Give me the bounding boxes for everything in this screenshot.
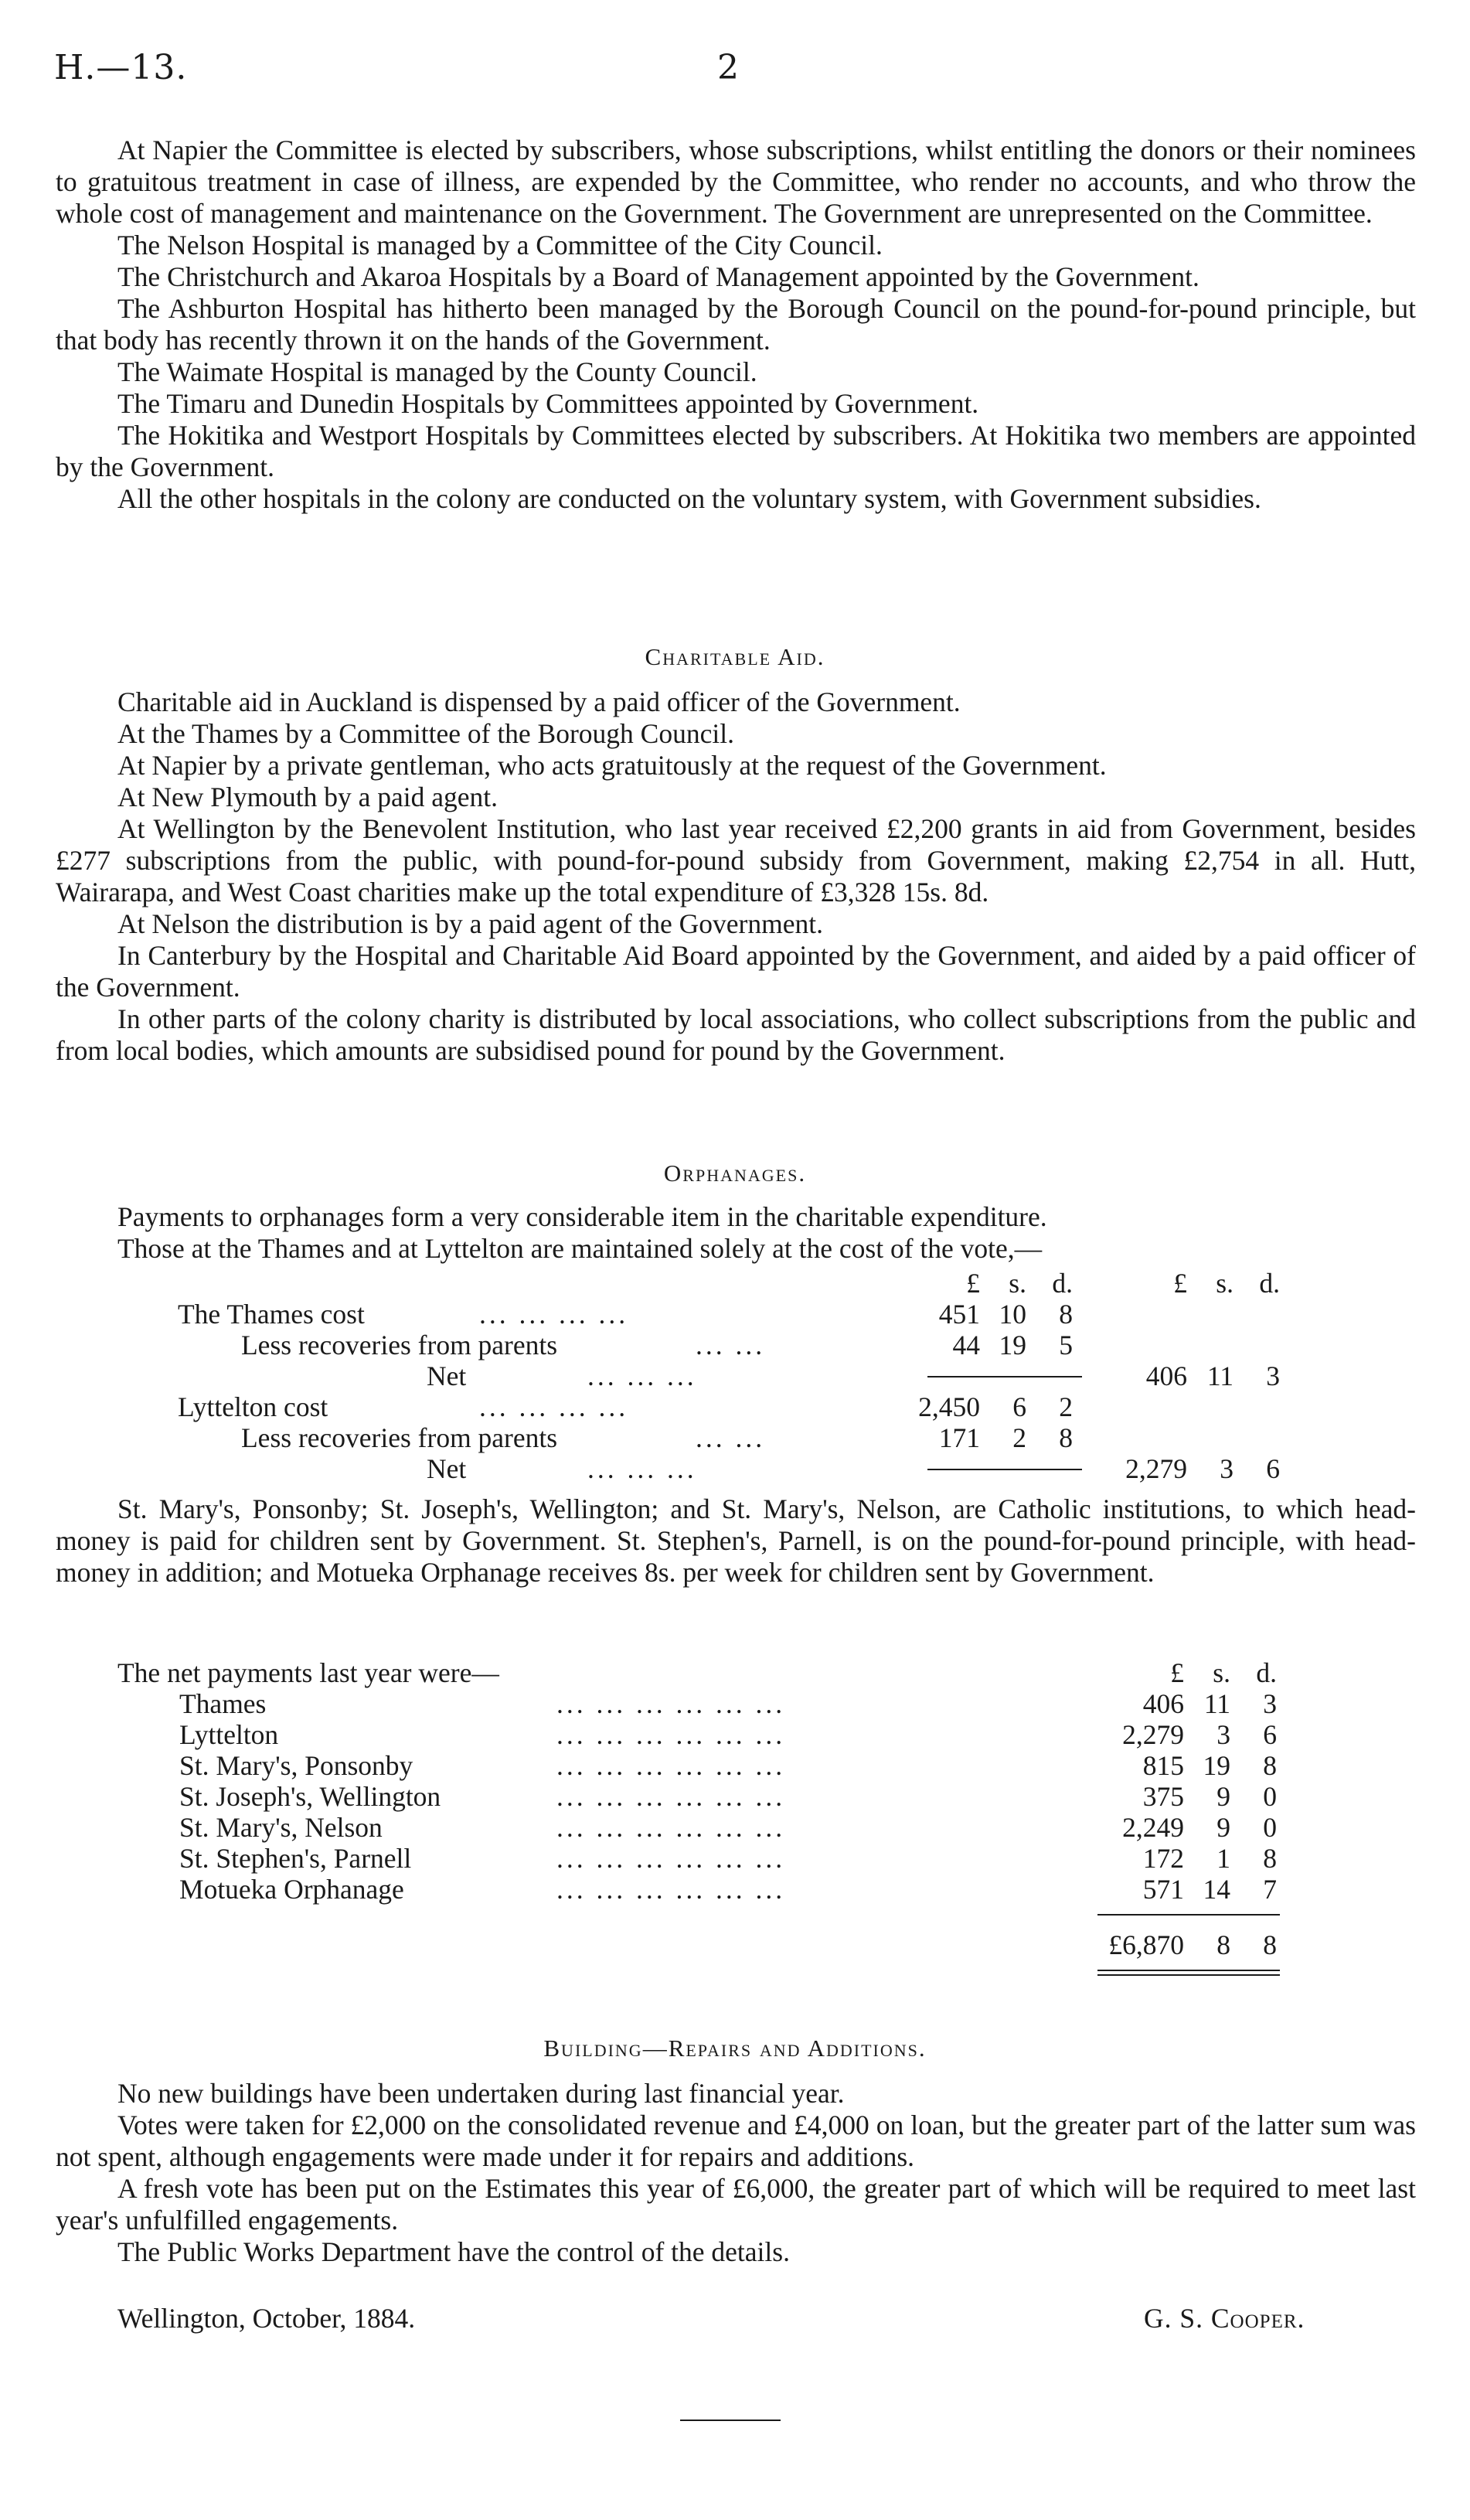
cell-pounds: 406 — [1145, 1360, 1187, 1391]
net-payments-table — [0, 1657, 1470, 1960]
paragraph: Payments to orphanages form a very considerable item in the charitable expenditure. — [117, 1201, 1047, 1232]
col-header-shillings: s. — [1009, 1268, 1026, 1299]
paragraph: At Napier by a private gentleman, who acts gratuitously at the request of the Government. — [117, 750, 1107, 781]
cell-shillings: 9 — [1216, 1781, 1230, 1812]
leader-dots: ... ... — [696, 1422, 766, 1453]
paragraph: The Waimate Hospital is managed by the County Council. — [117, 356, 757, 387]
total-double-rule — [1097, 1970, 1280, 1976]
leader-dots: ... ... — [696, 1330, 766, 1360]
signature-name: G. S. Cooper. — [1144, 2303, 1305, 2334]
paragraph: At Wellington by the Benevolent Institution, who last year received £2,200 grants in aid from Government, besides £277 subscriptions from the public, with pound-for-pound subsidy from Government, making £2,754 in all. Hutt, Wairarapa, and West Coast charities make up the total expenditure of £3,328 15s. 8d. — [56, 813, 1416, 908]
cell-pounds: 375 — [1142, 1781, 1184, 1812]
end-rule — [680, 2420, 781, 2421]
leader-dots: ... ... ... ... — [479, 1299, 629, 1330]
paragraph: St. Mary's, Ponsonby; St. Joseph's, Wellington; and St. Mary's, Nelson, are Catholic institutions, to which head-money is paid for children sent by Government. St. Stephen's, Parnell, is on the pound-for-pound principle, with head-money in addition; and Motueka Orphanage receives 8s. per week for children sent by Government. — [56, 1493, 1416, 1588]
document-reference: H.—13. — [54, 48, 188, 87]
cell-shillings: 11 — [1206, 1360, 1234, 1391]
cell-pounds: 2,279 — [1125, 1453, 1187, 1484]
table-header-row — [0, 1268, 1470, 1299]
orphanage-name: St. Stephen's, Parnell — [179, 1843, 412, 1874]
orphanages-intro — [56, 1201, 1416, 1265]
col-header-shillings: s. — [1216, 1268, 1234, 1299]
paragraph: All the other hospitals in the colony are conducted on the voluntary system, with Government subsidies. — [117, 483, 1261, 514]
cell-shillings: 19 — [1203, 1750, 1230, 1781]
orphanage-name: Motueka Orphanage — [179, 1874, 404, 1905]
subtotal-rule — [927, 1469, 1082, 1470]
cell-pence: 3 — [1266, 1360, 1280, 1391]
cell-shillings: 2 — [1012, 1422, 1026, 1453]
leader-dots: ... ... ... ... ... ... — [556, 1719, 786, 1750]
page-number: 2 — [717, 48, 740, 87]
cell-pence: 0 — [1263, 1812, 1277, 1843]
cell-shillings: 1 — [1216, 1843, 1230, 1874]
table-row — [0, 1360, 1470, 1391]
cell-pounds: 2,450 — [918, 1391, 980, 1422]
building-section — [56, 2078, 1416, 2268]
col-header-pounds: £ — [1170, 1657, 1184, 1688]
orphanage-name: St. Mary's, Ponsonby — [179, 1750, 413, 1781]
total-pounds: £6,870 — [1108, 1929, 1184, 1960]
charitable-aid-section — [56, 686, 1416, 1067]
leader-dots: ... ... ... ... — [479, 1391, 629, 1422]
net-payments-intro: The net payments last year were— — [117, 1657, 499, 1688]
paragraph: Charitable aid in Auckland is dispensed by a paid officer of the Government. — [117, 686, 961, 717]
col-header-pounds: £ — [1173, 1268, 1187, 1299]
col-header-shillings: s. — [1213, 1657, 1230, 1688]
paragraph: In other parts of the colony charity is distributed by local associations, who collect subscriptions from the public and from local bodies, which amounts are subsidised pound for pound by the Government. — [56, 1003, 1416, 1066]
row-label: Less recoveries from parents — [241, 1422, 558, 1453]
paragraph: At the Thames by a Committee of the Borough Council. — [117, 718, 734, 749]
cell-pounds: 451 — [938, 1299, 980, 1330]
net-rows — [0, 1688, 1470, 1905]
leader-dots: ... ... ... ... ... ... — [556, 1843, 786, 1874]
cell-pounds: 2,249 — [1122, 1812, 1184, 1843]
cell-shillings: 19 — [999, 1330, 1026, 1360]
paragraph: At Nelson the distribution is by a paid agent of the Government. — [117, 908, 823, 939]
cell-pounds: 571 — [1142, 1874, 1184, 1905]
cell-pounds: 815 — [1142, 1750, 1184, 1781]
cell-pounds: 44 — [952, 1330, 980, 1360]
table-row — [0, 1453, 1470, 1484]
orphanage-cost-table — [0, 1268, 1470, 1484]
cell-shillings: 9 — [1216, 1812, 1230, 1843]
orphanages-institutions — [56, 1493, 1416, 1589]
table-row — [0, 1812, 1470, 1843]
table-row — [0, 1843, 1470, 1874]
paragraph: Those at the Thames and at Lyttelton are maintained solely at the cost of the vote,— — [117, 1233, 1043, 1264]
orphanage-name: Thames — [179, 1688, 267, 1719]
leader-dots: ... ... ... ... ... ... — [556, 1812, 786, 1843]
paragraph: At New Plymouth by a paid agent. — [117, 782, 498, 812]
table-row — [0, 1422, 1470, 1453]
paragraph: A fresh vote has been put on the Estimates this year of £6,000, the greater part of which will be required to meet last year's unfulfilled engagements. — [56, 2173, 1416, 2236]
section-heading-orphanages: Orphanages. — [663, 1160, 807, 1187]
cell-pence: 8 — [1263, 1843, 1277, 1874]
col-header-pounds: £ — [966, 1268, 980, 1299]
paragraph: The Nelson Hospital is managed by a Committee of the City Council. — [117, 230, 883, 261]
cell-shillings: 14 — [1203, 1874, 1230, 1905]
cell-pence: 7 — [1263, 1874, 1277, 1905]
cell-pence: 8 — [1059, 1299, 1073, 1330]
row-label: Net — [427, 1360, 467, 1391]
signature-place-date: Wellington, October, 1884. — [117, 2303, 416, 2334]
cell-pence: 8 — [1263, 1750, 1277, 1781]
cell-pounds: 2,279 — [1122, 1719, 1184, 1750]
leader-dots: ... ... ... ... ... ... — [556, 1781, 786, 1812]
cell-pounds: 406 — [1142, 1688, 1184, 1719]
cell-pence: 0 — [1263, 1781, 1277, 1812]
table-row — [0, 1688, 1470, 1719]
cost-rows — [0, 1299, 1470, 1484]
paragraph: The Public Works Department have the control of the details. — [117, 2236, 790, 2267]
cell-pounds: 171 — [938, 1422, 980, 1453]
paragraph: At Napier the Committee is elected by subscribers, whose subscriptions, whilst entitling the donors or their nominees to gratuitous treatment in case of illness, are expended by the Committee, who render no accounts, and who throw the whole cost of management and maintenance on the Government. The Government are unrepresented on the Committee. — [56, 135, 1416, 229]
cell-pence: 5 — [1059, 1330, 1073, 1360]
col-header-pence: d. — [1256, 1657, 1277, 1688]
orphanage-name: St. Mary's, Nelson — [179, 1812, 383, 1843]
cell-pounds: 172 — [1142, 1843, 1184, 1874]
table-row — [0, 1781, 1470, 1812]
subtotal-rule — [927, 1376, 1082, 1377]
total-rule — [1097, 1914, 1280, 1916]
row-label: Lyttelton cost — [178, 1391, 328, 1422]
leader-dots: ... ... ... ... ... ... — [556, 1874, 786, 1905]
orphanage-name: Lyttelton — [179, 1719, 279, 1750]
table-row — [0, 1391, 1470, 1422]
cell-shillings: 3 — [1216, 1719, 1230, 1750]
table-row — [0, 1330, 1470, 1360]
row-label: Less recoveries from parents — [241, 1330, 558, 1360]
paragraph: The Timaru and Dunedin Hospitals by Committees appointed by Government. — [117, 388, 979, 419]
row-label: Net — [427, 1453, 467, 1484]
paragraph: In Canterbury by the Hospital and Charitable Aid Board appointed by the Government, and aided by a paid officer of the Government. — [56, 940, 1416, 1003]
table-header-row — [0, 1657, 1470, 1688]
section-heading-charitable-aid: Charitable Aid. — [645, 643, 825, 670]
cell-pence: 3 — [1263, 1688, 1277, 1719]
table-row — [0, 1719, 1470, 1750]
cell-shillings: 6 — [1012, 1391, 1026, 1422]
cell-pence: 6 — [1263, 1719, 1277, 1750]
table-row — [0, 1299, 1470, 1330]
row-label: The Thames cost — [178, 1299, 365, 1330]
cell-pence: 2 — [1059, 1391, 1073, 1422]
paragraph: The Christchurch and Akaroa Hospitals by a Board of Management appointed by the Government. — [117, 261, 1199, 292]
leader-dots: ... ... ... ... ... ... — [556, 1688, 786, 1719]
leader-dots: ... ... ... ... ... ... — [556, 1750, 786, 1781]
paragraph: Votes were taken for £2,000 on the consolidated revenue and £4,000 on loan, but the greater part of the latter sum was not spent, although engagements were made under it for repairs and additions. — [56, 2110, 1416, 2172]
paragraph: The Ashburton Hospital has hitherto been managed by the Borough Council on the pound-for-pound principle, but that body has recently thrown it on the hands of the Government. — [56, 293, 1416, 356]
total-pence: 8 — [1263, 1929, 1277, 1960]
cell-pence: 8 — [1059, 1422, 1073, 1453]
cell-shillings: 3 — [1220, 1453, 1234, 1484]
orphanage-name: St. Joseph's, Wellington — [179, 1781, 441, 1812]
cell-pence: 6 — [1266, 1453, 1280, 1484]
total-row — [0, 1929, 1470, 1960]
paragraph: No new buildings have been undertaken during last financial year. — [117, 2078, 845, 2109]
cell-shillings: 11 — [1203, 1688, 1230, 1719]
leader-dots: ... ... ... — [587, 1360, 697, 1391]
col-header-pence: d. — [1052, 1268, 1073, 1299]
intro-section — [56, 135, 1416, 515]
cell-shillings: 10 — [999, 1299, 1026, 1330]
table-row — [0, 1874, 1470, 1905]
section-heading-building: Building—Repairs and Additions. — [543, 2035, 927, 2062]
total-shillings: 8 — [1216, 1929, 1230, 1960]
col-header-pence: d. — [1259, 1268, 1280, 1299]
leader-dots: ... ... ... — [587, 1453, 697, 1484]
paragraph: The Hokitika and Westport Hospitals by Committees elected by subscribers. At Hokitika two members are appointed by the Government. — [56, 420, 1416, 482]
table-row — [0, 1750, 1470, 1781]
